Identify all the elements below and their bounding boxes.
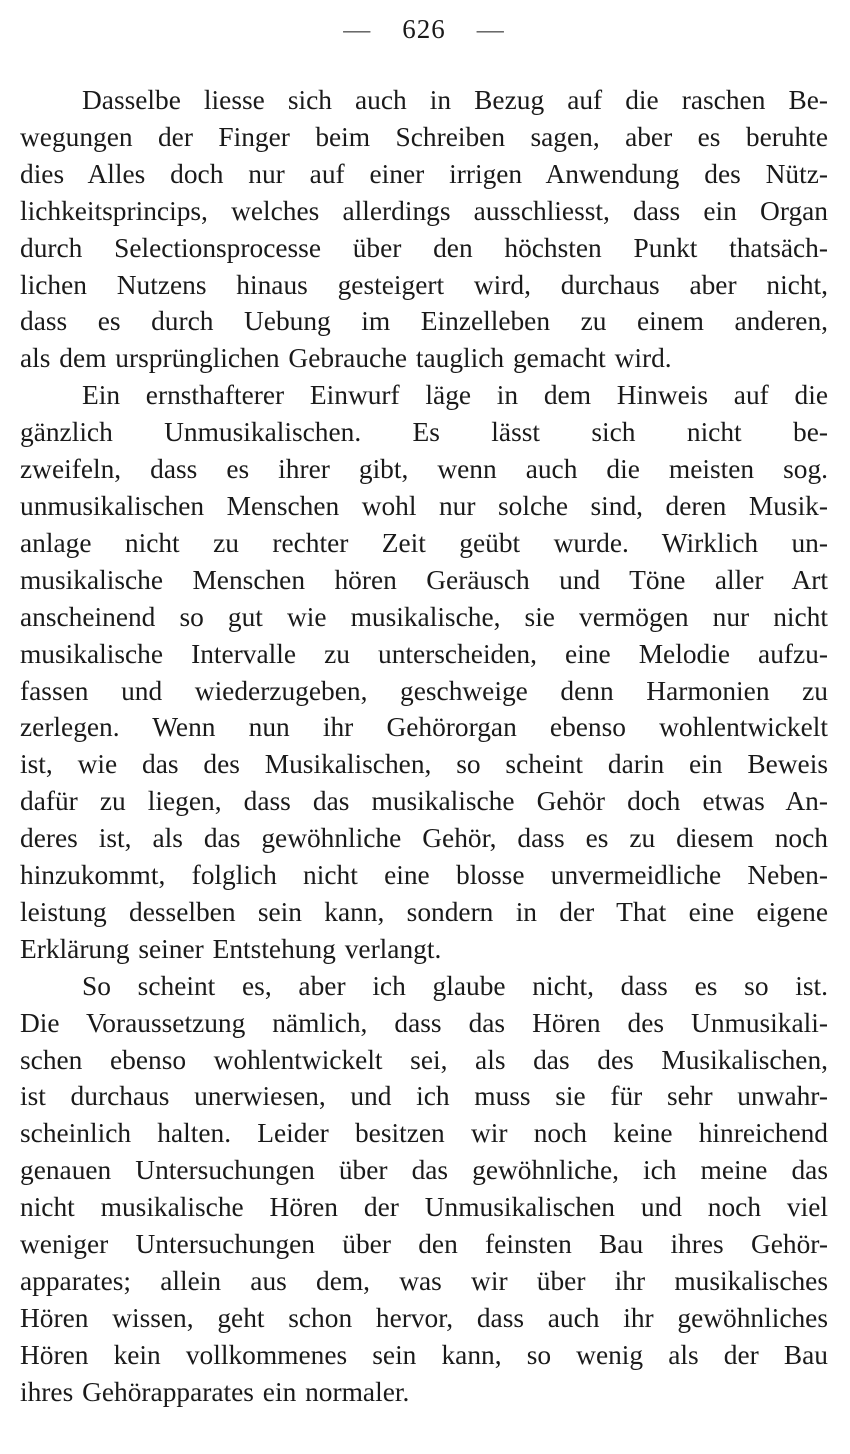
text-line: So scheint es, aber ich glaube nicht, dass es so ist. <box>82 970 828 1001</box>
page-body <box>20 82 828 1411</box>
text-line: Dasselbe liesse sich auch in Bezug auf die raschen Be- <box>82 85 828 115</box>
text-line: scheinlich halten. Leider besitzen wir noch keine hinreichend <box>20 1118 828 1149</box>
text-line: schen ebenso wohlentwickelt sei, als das des Musikalischen, <box>20 1044 828 1075</box>
text-line: nicht musikalische Hören der Unmusikalischen und noch viel <box>20 1192 828 1223</box>
text-line: anscheinend so gut wie musikalische, sie vermögen nur nicht <box>20 601 828 632</box>
text-line: wegungen der Finger beim Schreiben sagen, aber es beruhte <box>20 121 828 152</box>
text-line: lichen Nutzens hinaus gesteigert wird, durchaus aber nicht, <box>20 269 828 300</box>
text-line: fassen und wiederzugeben, geschweige denn Harmonien zu <box>20 675 828 706</box>
text-line: ist, wie das des Musikalischen, so scheint darin ein Beweis <box>20 749 828 780</box>
header-dash-right: — <box>476 14 505 44</box>
text-line: dafür zu liegen, dass das musikalische Gehör doch etwas An- <box>20 786 828 817</box>
text-line: lichkeitsprincips, welches allerdings ausschliesst, dass ein Organ <box>20 195 828 226</box>
text-line: hinzukommt, folglich nicht eine blosse unvermeidliche Neben- <box>20 860 828 891</box>
text-line: leistung desselben sein kann, sondern in der That eine eigene <box>20 896 828 927</box>
text-line: deres ist, als das gewöhnliche Gehör, dass es zu diesem noch <box>20 823 828 854</box>
text-line: dies Alles doch nur auf einer irrigen Anwendung des Nütz- <box>20 158 828 189</box>
page-header <box>20 10 828 60</box>
text-line: Ein ernsthafterer Einwurf läge in dem Hinweis auf die <box>82 380 828 411</box>
text-line: durch Selectionsprocesse über den höchsten Punkt thatsäch- <box>20 232 828 263</box>
text-line: Die Voraussetzung nämlich, dass das Hören des Unmusikali- <box>20 1007 828 1038</box>
text-line: genauen Untersuchungen über das gewöhnliche, ich meine das <box>20 1155 828 1186</box>
text-line: unmusikalischen Menschen wohl nur solche sind, deren Musik- <box>20 490 828 521</box>
paragraph <box>20 968 828 1411</box>
paragraph <box>20 377 828 968</box>
page-number: 626 <box>402 14 446 44</box>
text-line: ihres Gehörapparates ein normaler. <box>20 1376 410 1407</box>
book-page <box>20 10 828 1411</box>
text-line: musikalische Menschen hören Geräusch und Töne aller Art <box>20 564 828 595</box>
header-dash-left: — <box>343 14 372 44</box>
text-line: Erklärung seiner Entstehung verlangt. <box>20 933 442 964</box>
text-line: dass es durch Uebung im Einzelleben zu einem anderen, <box>20 306 828 337</box>
text-line: als dem ursprünglichen Gebrauche tauglich gemacht wird. <box>20 343 672 374</box>
text-line: zerlegen. Wenn nun ihr Gehörorgan ebenso wohlentwickelt <box>20 712 828 743</box>
text-line: anlage nicht zu rechter Zeit geübt wurde. Wirklich un- <box>20 527 828 558</box>
text-line: gänzlich Unmusikalischen. Es lässt sich nicht be- <box>20 417 828 448</box>
text-line: Hören kein vollkommenes sein kann, so wenig als der Bau <box>20 1339 828 1370</box>
paragraph <box>20 82 828 377</box>
text-line: weniger Untersuchungen über den feinsten Bau ihres Gehör- <box>20 1229 828 1260</box>
text-line: apparates; allein aus dem, was wir über ihr musikalisches <box>20 1266 828 1296</box>
text-line: Hören wissen, geht schon hervor, dass auch ihr gewöhnliches <box>20 1302 828 1333</box>
text-line: musikalische Intervalle zu unterscheiden, eine Melodie aufzu- <box>20 638 828 669</box>
text-line: ist durchaus unerwiesen, und ich muss sie für sehr unwahr- <box>20 1081 828 1112</box>
text-line: zweifeln, dass es ihrer gibt, wenn auch die meisten sog. <box>20 454 828 485</box>
